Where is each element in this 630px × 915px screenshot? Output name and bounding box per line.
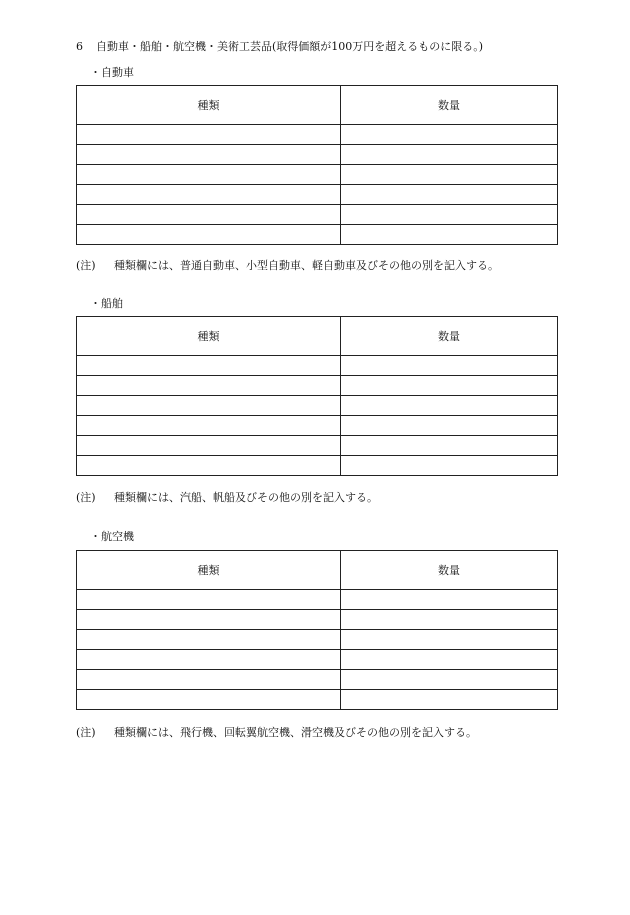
type-cell[interactable] xyxy=(77,145,341,165)
note-mark: (注) xyxy=(76,259,96,272)
type-cell[interactable] xyxy=(77,125,341,145)
note-mark: (注) xyxy=(76,726,96,739)
section-number: 6 xyxy=(76,40,83,53)
table-row xyxy=(77,125,558,145)
aircraft-subheading: ・航空機 xyxy=(90,530,134,543)
type-cell[interactable] xyxy=(77,670,341,690)
table-header-row xyxy=(77,317,558,356)
type-column-header: 種類 xyxy=(77,86,341,125)
quantity-cell[interactable] xyxy=(341,690,558,710)
table-row xyxy=(77,416,558,436)
ship-subheading: ・船舶 xyxy=(90,297,123,310)
note-mark: (注) xyxy=(76,491,96,504)
quantity-cell[interactable] xyxy=(341,205,558,225)
type-cell[interactable] xyxy=(77,630,341,650)
quantity-column-header: 数量 xyxy=(341,317,558,356)
type-column-header: 種類 xyxy=(77,551,341,590)
quantity-cell[interactable] xyxy=(341,376,558,396)
quantity-cell[interactable] xyxy=(341,145,558,165)
quantity-cell[interactable] xyxy=(341,630,558,650)
quantity-cell[interactable] xyxy=(341,225,558,245)
type-column-header: 種類 xyxy=(77,317,341,356)
table-row xyxy=(77,436,558,456)
type-cell[interactable] xyxy=(77,436,341,456)
table-row xyxy=(77,690,558,710)
note-text: 種類欄には、飛行機、回転翼航空機、滑空機及びその他の別を記入する。 xyxy=(114,726,477,739)
table-row xyxy=(77,145,558,165)
type-cell[interactable] xyxy=(77,225,341,245)
type-cell[interactable] xyxy=(77,356,341,376)
type-cell[interactable] xyxy=(77,205,341,225)
type-cell[interactable] xyxy=(77,416,341,436)
section-title: 自動車・船舶・航空機・美術工芸品(取得価額が100万円を超えるものに限る。) xyxy=(96,40,484,53)
ship-note xyxy=(76,489,378,505)
table-row xyxy=(77,225,558,245)
table-row xyxy=(77,610,558,630)
type-cell[interactable] xyxy=(77,185,341,205)
quantity-cell[interactable] xyxy=(341,456,558,476)
quantity-cell[interactable] xyxy=(341,416,558,436)
table-header-row xyxy=(77,86,558,125)
table-row xyxy=(77,590,558,610)
quantity-cell[interactable] xyxy=(341,396,558,416)
quantity-cell[interactable] xyxy=(341,590,558,610)
ship-table xyxy=(76,316,558,476)
table-row xyxy=(77,205,558,225)
note-text: 種類欄には、普通自動車、小型自動車、軽自動車及びその他の別を記入する。 xyxy=(114,259,499,272)
type-cell[interactable] xyxy=(77,165,341,185)
table-row xyxy=(77,376,558,396)
quantity-cell[interactable] xyxy=(341,165,558,185)
table-row xyxy=(77,650,558,670)
quantity-cell[interactable] xyxy=(341,650,558,670)
automobile-subheading: ・自動車 xyxy=(90,66,134,79)
section-heading xyxy=(76,38,483,54)
type-cell[interactable] xyxy=(77,610,341,630)
type-cell[interactable] xyxy=(77,456,341,476)
aircraft-table xyxy=(76,550,558,710)
quantity-cell[interactable] xyxy=(341,125,558,145)
table-row xyxy=(77,356,558,376)
quantity-column-header: 数量 xyxy=(341,86,558,125)
quantity-cell[interactable] xyxy=(341,185,558,205)
quantity-cell[interactable] xyxy=(341,356,558,376)
table-row xyxy=(77,456,558,476)
quantity-cell[interactable] xyxy=(341,670,558,690)
note-text: 種類欄には、汽船、帆船及びその他の別を記入する。 xyxy=(114,491,378,504)
table-row xyxy=(77,165,558,185)
table-row xyxy=(77,185,558,205)
table-header-row xyxy=(77,551,558,590)
type-cell[interactable] xyxy=(77,396,341,416)
aircraft-note xyxy=(76,724,477,740)
type-cell[interactable] xyxy=(77,690,341,710)
quantity-cell[interactable] xyxy=(341,436,558,456)
table-row xyxy=(77,630,558,650)
type-cell[interactable] xyxy=(77,376,341,396)
type-cell[interactable] xyxy=(77,590,341,610)
automobile-note xyxy=(76,257,499,273)
quantity-column-header: 数量 xyxy=(341,551,558,590)
automobile-table xyxy=(76,85,558,245)
type-cell[interactable] xyxy=(77,650,341,670)
quantity-cell[interactable] xyxy=(341,610,558,630)
table-row xyxy=(77,670,558,690)
table-row xyxy=(77,396,558,416)
